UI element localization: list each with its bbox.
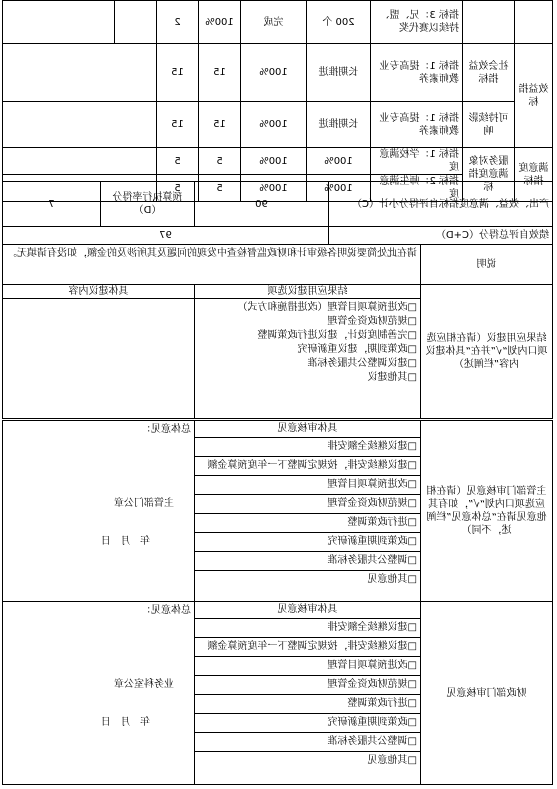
category-cell: 满意度指标 (515, 148, 553, 202)
subcategory-cell: 服务对象满意度指标 (463, 148, 515, 202)
total-label: 绩效自评总得分（C+D） (328, 227, 552, 245)
subcategory-cell: 社会效益指标 (463, 44, 515, 102)
checkbox-option[interactable]: □ 完善制度设计，建议进行政策调整 (198, 329, 417, 343)
score-rate-cell: 100% (199, 1, 241, 44)
checkbox-option[interactable]: □ 政策到期重新研究 (195, 714, 420, 733)
finance-review-table (2, 601, 553, 785)
subcategory-cell: 可持续影响 (463, 102, 515, 148)
indicator-cell: 指标 3：兄、盟、持续以赛代奖 (371, 1, 463, 44)
checkbox-option[interactable]: □ 改进预算项目管理 (195, 657, 420, 676)
dept-col-right: 总体意见： (141, 424, 191, 435)
weight-cell: 15 (199, 102, 241, 148)
suggest-label: 结果应用建议（请在相应选项口内划“√”并在“具体建议内容”栏阐述） (421, 285, 553, 419)
dept-label: 主管部门审核意见（请在相应选项口内划“√”，如有其他意见请在“总体意见”栏阐述，不同） (421, 421, 553, 602)
status-cell: 完成 (241, 1, 307, 44)
score-rate-cell: 100% (241, 175, 307, 202)
checkbox-option[interactable]: □ 改进预算项目管理（改进措施和方式） (198, 301, 417, 315)
dept-overall[interactable] (3, 421, 195, 602)
score-cell: 15 (157, 44, 199, 102)
table-row (3, 1, 553, 44)
checkbox-option[interactable]: □ 进行政策调整 (195, 514, 420, 533)
checkbox-option[interactable]: □ 其他意见 (195, 571, 420, 589)
dept-seal: 主管部门公章 (114, 498, 174, 509)
checkbox-option[interactable]: □ 建议调整公共服务标准 (198, 357, 417, 371)
target-cell: 100% (307, 175, 371, 202)
target-cell: 200 个 (307, 1, 371, 44)
checkbox-option[interactable]: □ 政策到期，建议重新研究 (198, 343, 417, 357)
finance-row (3, 602, 553, 785)
target-cell: 100% (307, 148, 371, 175)
explain-row (2, 245, 552, 285)
indicator-cell: 指标 1：提高专业教师素养 (371, 44, 463, 102)
finance-options (195, 602, 421, 785)
checkbox-option[interactable]: □ 调整公共服务标准 (195, 552, 420, 571)
dept-col-left: 具体审核意见 (195, 421, 420, 438)
score-cell: 5 (157, 175, 199, 202)
weight-cell: 5 (199, 148, 241, 175)
suggest-col-right: 具体建议内容 (2, 285, 194, 299)
finance-date: 年 月 日 (100, 717, 150, 728)
weight-cell: 5 (199, 175, 241, 202)
target-cell: 长期推进 (307, 44, 371, 102)
checkbox-option[interactable]: □ 建议继续全额安排 (195, 619, 420, 638)
category-cell: 效益指标 (515, 44, 553, 148)
table-row (3, 148, 553, 175)
table-row (3, 44, 553, 102)
suggest-options (194, 299, 420, 419)
finance-overall[interactable] (3, 602, 195, 785)
checkbox-option[interactable]: □ 规范财政资金管理 (195, 495, 420, 514)
subtotal-label: 产出、效益、满意度指标自评得分小计（C） (328, 182, 552, 227)
checkbox-option[interactable]: □ 建议继续安排，按规定调整下一年度预算金额 (195, 638, 420, 657)
checkbox-option[interactable]: □ 建议继续安排，按规定调整下一年度预算金额 (195, 457, 420, 476)
indicator-cell: 指标 1：提高专业教师素养 (371, 102, 463, 148)
subtotal-value: 90 (194, 182, 328, 227)
checkbox-option[interactable]: □ 建议继续全额安排 (195, 438, 420, 457)
suggest-content[interactable] (2, 299, 194, 419)
weight-cell: 15 (199, 44, 241, 102)
score-rate-cell: 100% (241, 148, 307, 175)
finance-col-right: 总体意见： (141, 605, 191, 616)
checkbox-option[interactable]: □ 改进预算项目管理 (195, 476, 420, 495)
checkbox-option[interactable]: □ 规范财政资金管理 (195, 676, 420, 695)
dept-options (195, 421, 421, 602)
finance-col-left: 具体审核意见 (195, 602, 420, 619)
checkbox-option[interactable]: □ 其他建议 (198, 371, 417, 385)
checkbox-option[interactable]: □ 进行政策调整 (195, 695, 420, 714)
score-cell: 15 (157, 102, 199, 148)
indicator-cell: 指标 1：学校满意度 (371, 148, 463, 175)
dept-row (3, 421, 553, 602)
indicator-table (2, 0, 553, 202)
score-cell (115, 1, 157, 44)
weight-cell: 2 (157, 1, 199, 44)
table-row (3, 102, 553, 148)
dept-review-table (2, 420, 553, 602)
budget-value: 7 (2, 182, 100, 227)
checkbox-option[interactable]: □ 其他意见 (195, 752, 420, 770)
total-value: 97 (2, 227, 328, 245)
score-rate-cell: 100% (241, 44, 307, 102)
finance-seal: 业务科室公章 (114, 679, 174, 690)
target-cell: 长期推进 (307, 102, 371, 148)
dept-date: 年 月 日 (100, 536, 150, 547)
summary-table (2, 181, 553, 419)
finance-label: 财政部门审核意见 (421, 602, 553, 785)
total-row (2, 227, 552, 245)
score-cell: 5 (157, 148, 199, 175)
subtotal-row (2, 182, 552, 227)
indicator-cell: 指标 2：师生满意度 (371, 175, 463, 202)
explain-label: 说明 (421, 245, 553, 285)
suggest-header-row (2, 285, 552, 299)
suggest-col-left: 结果应用建议选项 (194, 285, 420, 299)
score-rate-cell: 100% (241, 102, 307, 148)
budget-label: 预算执行率得分（D） (100, 182, 194, 227)
checkbox-option[interactable]: □ 调整公共服务标准 (195, 733, 420, 752)
explain-text: 请在此处简要说明各级审计和财政监督检查中发现的问题及其所涉及的金额，如没有请填无。 (2, 245, 420, 285)
checkbox-option[interactable]: □ 规范财政资金管理 (198, 315, 417, 329)
checkbox-option[interactable]: □ 政策到期重新研究 (195, 533, 420, 552)
